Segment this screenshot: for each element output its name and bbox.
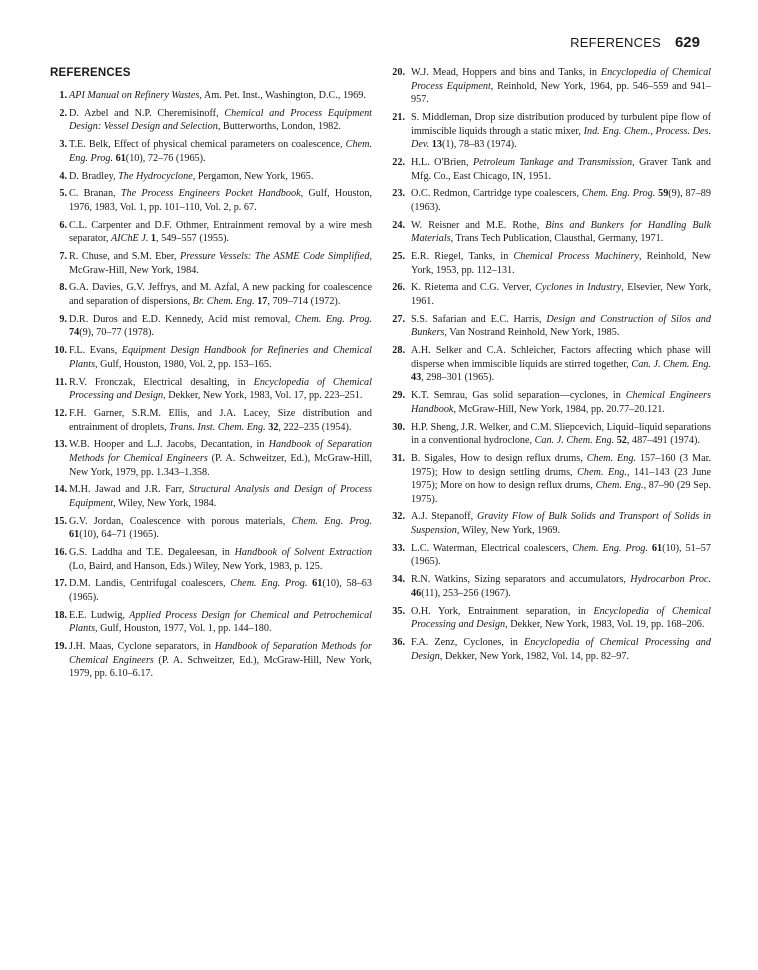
reference-number: 16. <box>54 547 67 559</box>
reference-text: S.S. Safarian and E.C. Harris, Design and Construction of Silos and Bunkers, Van Nostrand Reinhold, New York, 1985. <box>411 313 711 339</box>
reference-number: 26. <box>392 282 405 294</box>
reference-text: M.H. Jawad and J.R. Farr, Structural Analysis and Design of Process Equipment, Wiley, New York, 1984. <box>69 484 372 509</box>
reference-entry <box>389 156 711 183</box>
reference-number: 19. <box>54 641 67 653</box>
reference-entry <box>50 89 372 103</box>
reference-number: 32. <box>392 511 405 523</box>
reference-text: API Manual on Refinery Wastes, Am. Pet. Inst., Washington, D.C., 1969. <box>69 90 366 101</box>
reference-number: 6. <box>59 219 67 231</box>
reference-entry <box>50 577 372 604</box>
reference-text: W. Reisner and M.E. Rothe, Bins and Bunkers for Handling Bulk Materials, Trans Tech Publication, Clausthal, Germany, 1971. <box>411 219 711 245</box>
reference-number: 27. <box>392 313 405 325</box>
reference-number: 30. <box>392 421 405 433</box>
reference-number: 1. <box>59 90 67 101</box>
running-header <box>570 34 700 51</box>
reference-entry <box>389 421 711 448</box>
reference-entry <box>389 389 711 416</box>
reference-entry <box>50 107 372 134</box>
reference-entry <box>50 138 372 165</box>
reference-entry <box>50 640 372 681</box>
reference-number: 4. <box>59 170 67 182</box>
reference-text: A.J. Stepanoff, Gravity Flow of Bulk Solids and Transport of Solids in Suspension, Wiley, New York, 1969. <box>411 511 711 537</box>
reference-text: A.H. Selker and C.A. Schleicher, Factors affecting which phase will disperse when immiscible liquids are stirred together, Can. J. Chem. Eng. 43, 298–301 (1965). <box>411 345 711 384</box>
reference-entry <box>50 407 372 434</box>
reference-entry <box>389 281 711 308</box>
reference-number: 21. <box>392 111 405 123</box>
reference-text: H.P. Sheng, J.R. Welker, and C.M. Sliepcevich, Liquid–liquid separations in a conventional hydroclone, Can. J. Chem. Eng. 52, 487–491 (1974). <box>411 421 711 447</box>
reference-number: 5. <box>59 188 67 200</box>
reference-text: C.L. Carpenter and D.F. Othmer, Entrainment removal by a wire mesh separator, AIChE J. 1, 549–557 (1955). <box>69 219 372 245</box>
reference-number: 18. <box>54 609 67 621</box>
reference-text: B. Sigales, How to design reflux drums, Chem. Eng. 157–160 (3 Mar. 1975); How to design settling drums, Chem. Eng., 141–143 (23 June 1975); More on how to design reflux drums, Chem. Eng., 87–90 (29 Sep. 1975). <box>411 452 711 505</box>
reference-entry <box>50 170 372 184</box>
page-number: 629 <box>674 34 700 51</box>
reference-entry <box>50 219 372 246</box>
reference-text: R.V. Fronczak, Electrical desalting, in Encyclopedia of Chemical Processing and Design, Dekker, New York, 1983, Vol. 17, pp. 223–251. <box>69 376 372 402</box>
references-column-right <box>389 66 711 667</box>
reference-text: T.E. Belk, Effect of physical chemical parameters on coalescence, Chem. Eng. Prog. 61(10), 72–76 (1965). <box>69 139 372 164</box>
reference-text: W.J. Mead, Hoppers and bins and Tanks, in Encyclopedia of Chemical Process Equipment, Reinhold, New York, 1964, pp. 546–559 and 941–957. <box>411 67 712 106</box>
reference-text: E.R. Riegel, Tanks, in Chemical Process Machinery, Reinhold, New York, 1953, pp. 112–131. <box>411 251 712 276</box>
reference-entry <box>389 636 711 663</box>
reference-number: 14. <box>54 484 67 496</box>
reference-entry <box>389 605 711 632</box>
reference-entry <box>389 219 711 246</box>
reference-text: C. Branan, The Process Engineers Pocket Handbook, Gulf, Houston, 1976, 1983, Vol. 1, pp. 101–110, Vol. 2, p. 67. <box>69 188 373 213</box>
reference-number: 22. <box>392 156 405 168</box>
reference-number: 36. <box>392 636 405 648</box>
reference-entry <box>50 313 372 340</box>
reference-number: 2. <box>59 107 67 119</box>
reference-entry <box>389 313 711 340</box>
reference-text: K. Rietema and C.G. Verver, Cyclones in Industry, Elsevier, New York, 1961. <box>411 282 711 308</box>
reference-number: 8. <box>59 282 67 294</box>
reference-text: G.S. Laddha and T.E. Degaleesan, in Handbook of Solvent Extraction (Lo, Baird, and Hanson, Eds.) Wiley, New York, 1983, p. 125. <box>69 547 372 572</box>
reference-entry <box>389 111 711 152</box>
reference-text: R.N. Watkins, Sizing separators and accumulators, Hydrocarbon Proc. 46(11), 253–256 (1967). <box>411 574 711 599</box>
reference-text: D. Bradley, The Hydrocyclone, Pergamon, New York, 1965. <box>69 170 314 182</box>
reference-number: 23. <box>392 188 405 200</box>
reference-number: 33. <box>392 542 405 554</box>
reference-number: 12. <box>54 407 67 419</box>
reference-entry <box>50 609 372 636</box>
reference-text: J.H. Maas, Cyclone separators, in Handbook of Separation Methods for Chemical Engineers (P. A. Schweitzer, Ed.), McGraw-Hill, New York, 1979, pp. 6.10–6.17. <box>69 641 372 680</box>
reference-text: G.V. Jordan, Coalescence with porous materials, Chem. Eng. Prog. 61(10), 64–71 (1965). <box>69 515 372 541</box>
reference-text: S. Middleman, Drop size distribution produced by turbulent pipe flow of immiscible liquids through a static mixer, Ind. Eng. Chem., Process. Des. Dev. 13(1), 78–83 (1974). <box>411 111 711 151</box>
reference-text: O.H. York, Entrainment separation, in Encyclopedia of Chemical Processing and Design, Dekker, New York, 1983, Vol. 19, pp. 168–206. <box>411 605 711 631</box>
reference-text: L.C. Waterman, Electrical coalescers, Chem. Eng. Prog. 61(10), 51–57 (1965). <box>411 542 711 568</box>
reference-text: H.L. O'Brien, Petroleum Tankage and Transmission, Graver Tank and Mfg. Co., East Chicago, IN, 1951. <box>411 156 712 182</box>
reference-entry <box>389 250 711 277</box>
reference-number: 28. <box>392 345 405 357</box>
reference-number: 34. <box>392 574 405 586</box>
reference-text: G.A. Davies, G.V. Jeffrys, and M. Azfal, A new packing for coalescence and separation of dispersions, Br. Chem. Eng. 17, 709–714 (1972). <box>69 282 372 308</box>
reference-number: 20. <box>392 67 405 78</box>
reference-entry <box>50 546 372 573</box>
reference-text: O.C. Redmon, Cartridge type coalescers, Chem. Eng. Prog. 59(9), 87–89 (1963). <box>411 188 711 213</box>
reference-entry <box>389 542 711 569</box>
reference-number: 24. <box>392 219 405 231</box>
reference-text: R. Chuse, and S.M. Eber, Pressure Vessels: The ASME Code Simplified, McGraw-Hill, New York, 1984. <box>69 251 372 276</box>
reference-text: F.L. Evans, Equipment Design Handbook for Refineries and Chemical Plants, Gulf, Houston, 1980, Vol. 2, pp. 153–165. <box>69 345 372 370</box>
reference-text: D. Azbel and N.P. Cheremisinoff, Chemical and Process Equipment Design: Vessel Design and Selection, Butterworths, London, 1982. <box>69 107 372 133</box>
reference-entry <box>50 250 372 277</box>
reference-text: F.A. Zenz, Cyclones, in Encyclopedia of Chemical Processing and Design, Dekker, New York, 1982, Vol. 14, pp. 82–97. <box>411 636 711 662</box>
section-title: REFERENCES <box>50 67 131 79</box>
reference-text: E.E. Ludwig, Applied Process Design for Chemical and Petrochemical Plants, Gulf, Houston, 1977, Vol. 1, pp. 144–180. <box>69 609 372 635</box>
reference-entry <box>50 438 372 479</box>
reference-entry <box>389 510 711 537</box>
reference-text: K.T. Semrau, Gas solid separation—cyclones, in Chemical Engineers Handbook, McGraw-Hill, New York, 1984, pp. 20.77–20.121. <box>411 390 711 415</box>
reference-entry <box>389 187 711 214</box>
reference-entry <box>389 452 711 506</box>
reference-number: 11. <box>54 376 67 388</box>
reference-entry <box>50 187 372 214</box>
reference-text: F.H. Garner, S.R.M. Ellis, and J.A. Lacey, Size distribution and entrainment of droplets, Trans. Inst. Chem. Eng. 32, 222–235 (1954). <box>69 407 372 433</box>
reference-number: 31. <box>392 452 405 464</box>
reference-entry <box>50 376 372 403</box>
reference-entry <box>50 483 372 510</box>
references-column-left <box>50 89 372 685</box>
reference-number: 35. <box>392 605 405 617</box>
reference-entry <box>389 573 711 600</box>
reference-text: D.M. Landis, Centrifugal coalescers, Chem. Eng. Prog. 61(10), 58–63 (1965). <box>69 578 372 603</box>
reference-number: 13. <box>54 439 67 451</box>
reference-entry <box>50 515 372 542</box>
reference-number: 7. <box>59 251 67 263</box>
reference-number: 3. <box>59 139 67 151</box>
reference-number: 10. <box>54 345 67 357</box>
running-header-title: REFERENCES <box>570 35 661 50</box>
reference-number: 15. <box>54 515 67 527</box>
reference-entry <box>389 66 711 107</box>
reference-entry <box>50 344 372 371</box>
reference-number: 9. <box>59 313 67 325</box>
reference-text: W.B. Hooper and L.J. Jacobs, Decantation, in Handbook of Separation Methods for Chemical Engineers (P. A. Schweitzer, Ed.), McGraw-Hill, New York, 1979, pp. 1.343–1.358. <box>69 439 372 478</box>
reference-entry <box>389 344 711 385</box>
reference-entry <box>50 281 372 308</box>
reference-number: 17. <box>54 578 67 590</box>
reference-number: 25. <box>392 251 405 263</box>
reference-text: D.R. Duros and E.D. Kennedy, Acid mist removal, Chem. Eng. Prog. 74(9), 70–77 (1978). <box>69 313 372 339</box>
reference-number: 29. <box>392 390 405 402</box>
